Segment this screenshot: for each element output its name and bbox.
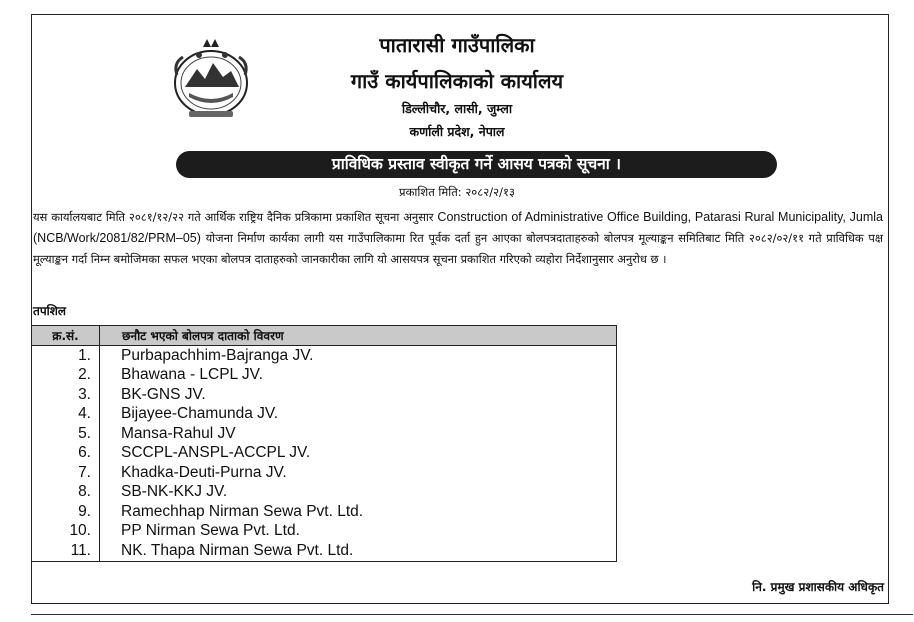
office-name: गाउँ कार्यपालिकाको कार्यालय	[350, 69, 564, 93]
row-number: 3.	[32, 385, 100, 405]
row-number: 11.	[32, 541, 100, 561]
table-row	[32, 385, 617, 405]
body-part-2: योजना निर्माण कार्यका लागी यस गाउँपालिकामा रित पूर्वक दर्ता हुन आएका बोलपत्रदाताहरुको बोलपत्र मूल्याङ्कन समितिबाट मिति २०८२/०२/११ गते प्राविधिक पक्ष मूल्याङ्कन गर्दा निम्न बमोजिमका सफल भएका बोलपत्र दाताहरुको जानकारीका लागि यो आसयपत्र सूचना प्रकाशित गरिएको व्यहोरा निर्देशानुसार अनुरोध छ ।	[33, 231, 883, 266]
row-number: 2.	[32, 366, 100, 386]
bidder-name: Mansa-Rahul JV	[100, 424, 617, 444]
row-number: 7.	[32, 463, 100, 483]
table-row	[32, 346, 617, 366]
bidder-name: Ramechhap Nirman Sewa Pvt. Ltd.	[100, 502, 617, 522]
row-number: 9.	[32, 502, 100, 522]
table-header-row	[32, 326, 617, 346]
table-row	[32, 502, 617, 522]
row-number: 8.	[32, 483, 100, 503]
bidder-name: Khadka-Deuti-Purna JV.	[100, 463, 617, 483]
table-row	[32, 366, 617, 386]
col-serial-header: क्र.सं.	[32, 326, 100, 346]
bidder-name: NK. Thapa Nirman Sewa Pvt. Ltd.	[100, 541, 617, 561]
row-number: 1.	[32, 346, 100, 366]
bidder-name: Purbapachhim-Bajranga JV.	[100, 346, 617, 366]
province-name: कर्णाली प्रदेश, नेपाल	[409, 124, 505, 139]
office-address: डिल्लीचौर, लासी, जुम्ला	[401, 101, 513, 116]
table-row	[32, 424, 617, 444]
table-row	[32, 463, 617, 483]
table-row	[32, 483, 617, 503]
col-bidder-header: छनौट भएको बोलपत्र दाताको विवरण	[100, 326, 617, 346]
row-number: 10.	[32, 522, 100, 542]
selected-bidders-table	[31, 325, 617, 562]
bidder-name: SB-NK-KKJ JV.	[100, 483, 617, 503]
project-title: Construction of Administrative Office Building, Patarasi Rural Municipality, Jumla (NCB/Work/2081/82/PRM–05)	[33, 210, 883, 245]
municipality-name: पातारासी गाउँपालिका	[379, 33, 535, 57]
bottom-divider	[31, 614, 913, 615]
bidder-name: PP Nirman Sewa Pvt. Ltd.	[100, 522, 617, 542]
details-label: तपशिल	[33, 304, 67, 318]
body-part-1: यस कार्यालयबाट मिति २०८१/१२/२२ गते आर्थिक राष्ट्रिय दैनिक प्रत्रिकामा प्रकाशित सूचना अनुसार	[33, 210, 438, 224]
bidder-name: SCCPL-ANSPL-ACCPL JV.	[100, 444, 617, 464]
table-row	[32, 541, 617, 561]
bidder-name: Bhawana - LCPL JV.	[100, 366, 617, 386]
published-date: प्रकाशित मिति: २०८२/२/१३	[399, 185, 515, 199]
row-number: 5.	[32, 424, 100, 444]
signatory-title: नि. प्रमुख प्रशासकीय अधिकृत	[752, 580, 884, 594]
table-row	[32, 405, 617, 425]
bidder-name: BK-GNS JV.	[100, 385, 617, 405]
bidder-name: Bijayee-Chamunda JV.	[100, 405, 617, 425]
row-number: 6.	[32, 444, 100, 464]
notice-body	[33, 207, 883, 270]
table-row	[32, 444, 617, 464]
notice-title-banner: प्राविधिक प्रस्ताव स्वीकृत गर्ने आसय पत्रको सूचना ।	[176, 151, 777, 178]
table-row	[32, 522, 617, 542]
row-number: 4.	[32, 405, 100, 425]
